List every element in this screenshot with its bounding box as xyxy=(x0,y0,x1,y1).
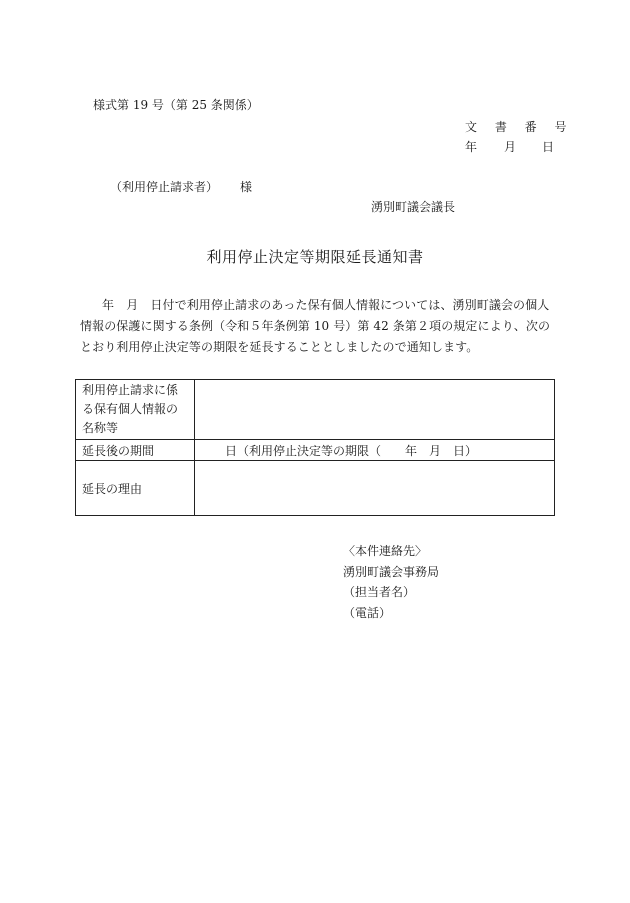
sender: 湧別町議会議長 xyxy=(371,200,456,214)
row-value-reason xyxy=(195,461,555,516)
date-year-label: 年 xyxy=(465,140,478,154)
info-table xyxy=(75,379,555,516)
contact-office: 湧別町議会事務局 xyxy=(343,564,440,579)
row-value-info-name xyxy=(195,380,555,440)
form-number: 様式第 19 号（第 25 条関係） xyxy=(93,98,259,112)
body-text: 年 月 日付で利用停止請求のあった保有個人情報については、湧別町議会の個人情報の保護に関する条例（令和５年条例第 10 号）第 42 条第２項の規定により、次のとおり利用停止決定等の期限を延長することとしましたので通知します。 xyxy=(80,298,551,354)
contact-phone: （電話） xyxy=(343,605,392,620)
row-label-reason: 延長の理由 xyxy=(76,461,195,516)
table-row xyxy=(76,440,555,461)
row-label-extended-period: 延長後の期間 xyxy=(76,440,195,461)
table-row xyxy=(76,461,555,516)
document-number-label: 文 書 番 号 xyxy=(465,120,574,134)
document-title: 利用停止決定等期限延長通知書 xyxy=(206,248,424,266)
addressee-name: （利用停止請求者） xyxy=(110,180,219,194)
addressee-honorific: 様 xyxy=(240,180,253,194)
contact-heading: 〈本件連絡先〉 xyxy=(343,544,428,558)
document-date xyxy=(465,138,554,155)
date-month-label: 月 xyxy=(504,140,517,154)
row-value-extended-period: 日（利用停止決定等の期限（ 年 月 日） xyxy=(195,440,555,461)
contact-block xyxy=(343,541,439,623)
date-day-label: 日 xyxy=(542,140,555,154)
addressee xyxy=(110,178,252,195)
table-row xyxy=(76,380,555,440)
contact-person: （担当者名） xyxy=(343,585,416,599)
row-label-info-name: 利用停止請求に係る保有個人情報の名称等 xyxy=(76,380,195,440)
